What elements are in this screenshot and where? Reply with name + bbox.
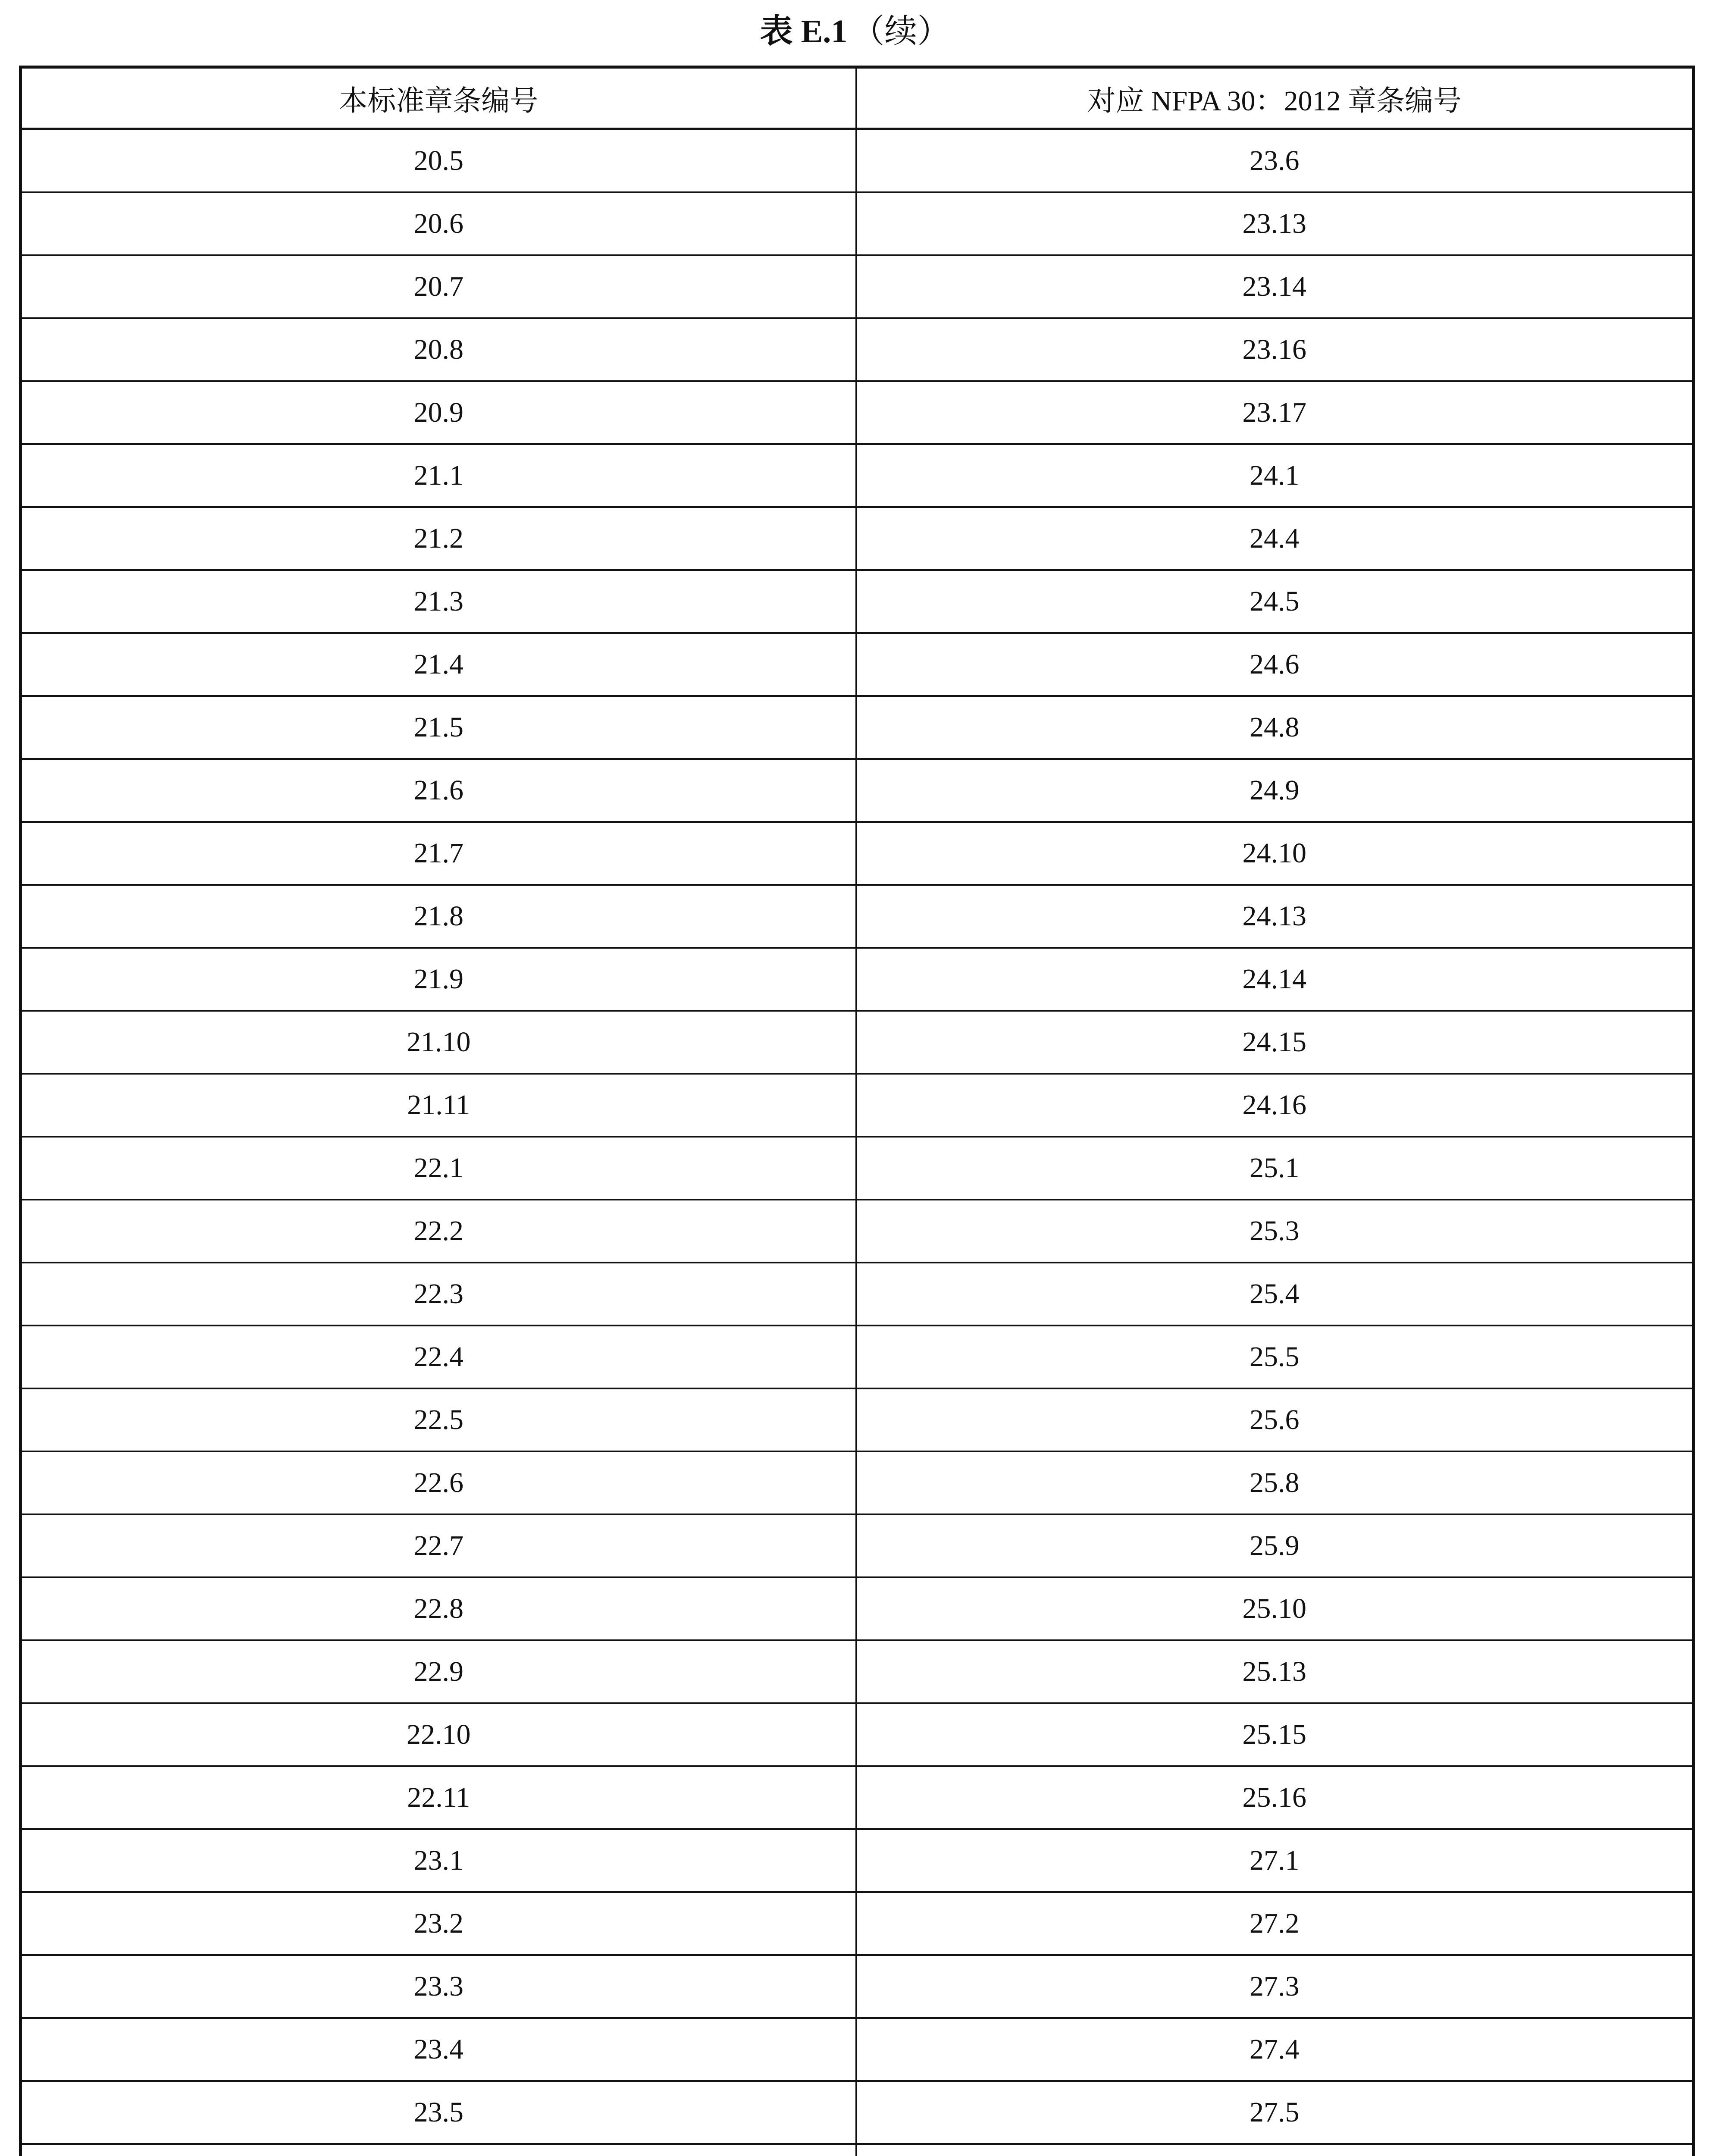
table-row — [21, 1703, 1694, 1766]
cell-nfpa-clause: 23.16 — [856, 318, 1694, 381]
cell-this-standard-clause: 22.6 — [21, 1451, 856, 1514]
table-row — [21, 255, 1694, 318]
table-row — [21, 444, 1694, 507]
cell-this-standard-clause: 20.5 — [21, 129, 856, 192]
cell-this-standard-clause: 23.5 — [21, 2081, 856, 2144]
table-row — [21, 1451, 1694, 1514]
cell-this-standard-clause: 20.7 — [21, 255, 856, 318]
cell-this-standard-clause: 23.2 — [21, 1892, 856, 1955]
cell-nfpa-clause: 24.6 — [856, 633, 1694, 696]
table-row — [21, 2144, 1694, 2156]
cell-this-standard-clause: 22.1 — [21, 1137, 856, 1200]
cell-this-standard-clause: 21.6 — [21, 759, 856, 822]
cell-this-standard-clause — [21, 2144, 856, 2156]
cell-nfpa-clause: 25.10 — [856, 1577, 1694, 1640]
cell-nfpa-clause — [856, 2144, 1694, 2156]
table-row — [21, 318, 1694, 381]
cell-nfpa-clause: 24.9 — [856, 759, 1694, 822]
table-row — [21, 1326, 1694, 1388]
cell-nfpa-clause: 27.5 — [856, 2081, 1694, 2144]
header-nfpa-clause: 对应 NFPA 30：2012 章条编号 — [856, 67, 1694, 129]
table-row — [21, 822, 1694, 885]
cell-nfpa-clause: 24.15 — [856, 1011, 1694, 1074]
table-caption-continued: （续） — [852, 13, 950, 50]
cell-nfpa-clause: 25.1 — [856, 1137, 1694, 1200]
table-header-row — [21, 67, 1694, 129]
cell-nfpa-clause: 25.13 — [856, 1640, 1694, 1703]
cell-nfpa-clause: 25.3 — [856, 1200, 1694, 1263]
cell-this-standard-clause: 21.3 — [21, 570, 856, 633]
table-row — [21, 1263, 1694, 1326]
cell-nfpa-clause: 27.1 — [856, 1829, 1694, 1892]
cell-nfpa-clause: 24.16 — [856, 1074, 1694, 1137]
cell-this-standard-clause: 22.11 — [21, 1766, 856, 1829]
table-row — [21, 948, 1694, 1011]
cell-nfpa-clause: 24.1 — [856, 444, 1694, 507]
table-caption — [0, 8, 1710, 55]
cell-nfpa-clause: 25.16 — [856, 1766, 1694, 1829]
cell-this-standard-clause: 21.10 — [21, 1011, 856, 1074]
cell-this-standard-clause: 22.5 — [21, 1388, 856, 1451]
cell-nfpa-clause: 25.15 — [856, 1703, 1694, 1766]
cell-this-standard-clause: 21.1 — [21, 444, 856, 507]
cell-this-standard-clause: 21.11 — [21, 1074, 856, 1137]
cell-nfpa-clause: 23.13 — [856, 192, 1694, 255]
table-row — [21, 696, 1694, 759]
table-row — [21, 1829, 1694, 1892]
cell-nfpa-clause: 23.17 — [856, 381, 1694, 444]
table-row — [21, 1200, 1694, 1263]
cell-this-standard-clause: 21.8 — [21, 885, 856, 948]
cell-this-standard-clause: 21.4 — [21, 633, 856, 696]
header-this-standard-clause: 本标准章条编号 — [21, 67, 856, 129]
table-row — [21, 759, 1694, 822]
table-body — [21, 129, 1694, 2156]
table-row — [21, 1137, 1694, 1200]
cell-nfpa-clause: 23.6 — [856, 129, 1694, 192]
cell-this-standard-clause: 21.7 — [21, 822, 856, 885]
table-row — [21, 570, 1694, 633]
cell-nfpa-clause: 23.14 — [856, 255, 1694, 318]
cell-this-standard-clause: 21.9 — [21, 948, 856, 1011]
cell-nfpa-clause: 24.10 — [856, 822, 1694, 885]
cell-this-standard-clause: 22.4 — [21, 1326, 856, 1388]
cell-this-standard-clause: 22.9 — [21, 1640, 856, 1703]
cell-this-standard-clause: 22.8 — [21, 1577, 856, 1640]
cell-nfpa-clause: 24.4 — [856, 507, 1694, 570]
table-row — [21, 1892, 1694, 1955]
cell-this-standard-clause: 21.5 — [21, 696, 856, 759]
cell-nfpa-clause: 27.2 — [856, 1892, 1694, 1955]
cell-this-standard-clause: 23.4 — [21, 2018, 856, 2081]
table-row — [21, 2081, 1694, 2144]
table-row — [21, 1074, 1694, 1137]
table-row — [21, 129, 1694, 192]
table-row — [21, 1577, 1694, 1640]
cell-nfpa-clause: 27.4 — [856, 2018, 1694, 2081]
table-row — [21, 885, 1694, 948]
table-row — [21, 1388, 1694, 1451]
cell-this-standard-clause: 20.6 — [21, 192, 856, 255]
clause-mapping-table — [19, 66, 1695, 2156]
cell-this-standard-clause: 22.10 — [21, 1703, 856, 1766]
table-caption-label: 表 E.1 — [760, 13, 848, 50]
cell-nfpa-clause: 25.5 — [856, 1326, 1694, 1388]
table-row — [21, 633, 1694, 696]
cell-nfpa-clause: 24.8 — [856, 696, 1694, 759]
table-row — [21, 2018, 1694, 2081]
cell-this-standard-clause: 21.2 — [21, 507, 856, 570]
cell-this-standard-clause: 22.7 — [21, 1514, 856, 1577]
cell-nfpa-clause: 24.14 — [856, 948, 1694, 1011]
cell-this-standard-clause: 23.1 — [21, 1829, 856, 1892]
cell-this-standard-clause: 23.3 — [21, 1955, 856, 2018]
table-row — [21, 1955, 1694, 2018]
table-row — [21, 381, 1694, 444]
cell-nfpa-clause: 24.5 — [856, 570, 1694, 633]
table-row — [21, 192, 1694, 255]
table-row — [21, 1640, 1694, 1703]
cell-nfpa-clause: 25.6 — [856, 1388, 1694, 1451]
cell-nfpa-clause: 27.3 — [856, 1955, 1694, 2018]
cell-this-standard-clause: 20.8 — [21, 318, 856, 381]
table-row — [21, 1011, 1694, 1074]
cell-this-standard-clause: 20.9 — [21, 381, 856, 444]
cell-nfpa-clause: 24.13 — [856, 885, 1694, 948]
table-row — [21, 1766, 1694, 1829]
table-row — [21, 1514, 1694, 1577]
table-row — [21, 507, 1694, 570]
cell-this-standard-clause: 22.3 — [21, 1263, 856, 1326]
cell-nfpa-clause: 25.8 — [856, 1451, 1694, 1514]
cell-nfpa-clause: 25.4 — [856, 1263, 1694, 1326]
cell-nfpa-clause: 25.9 — [856, 1514, 1694, 1577]
cell-this-standard-clause: 22.2 — [21, 1200, 856, 1263]
